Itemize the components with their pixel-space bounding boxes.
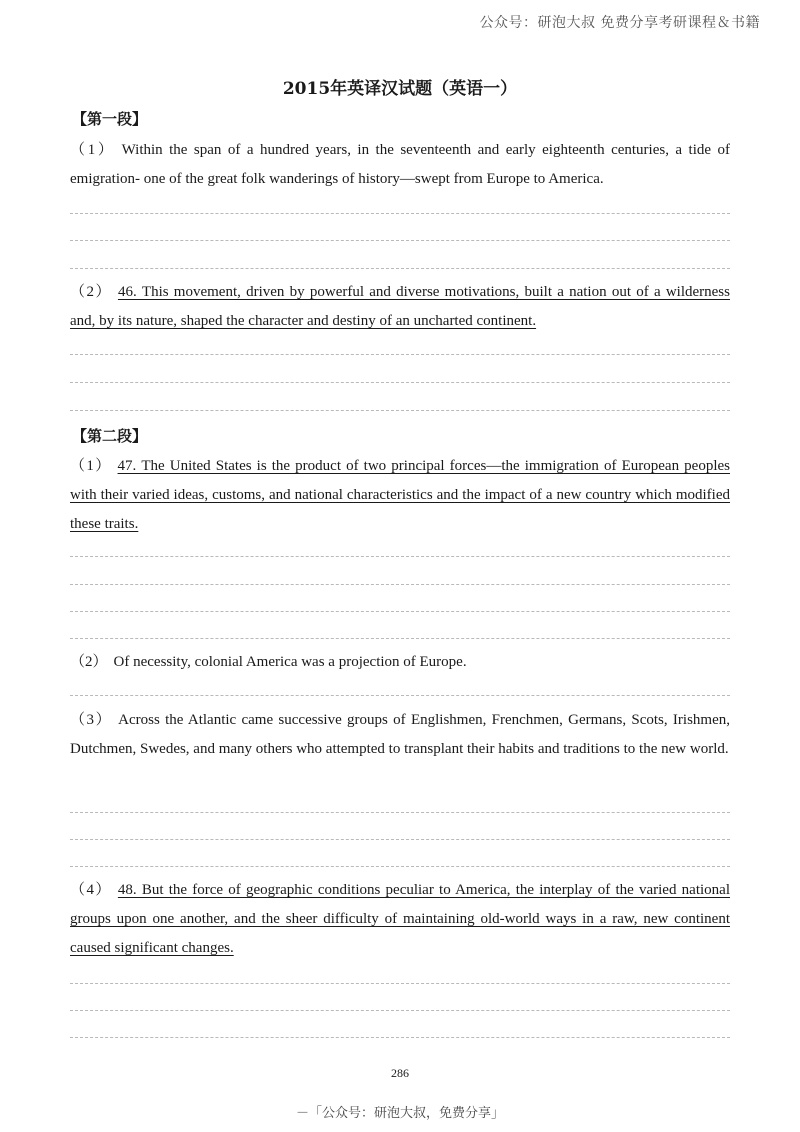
- watermark-top: 公众号：研泡大叔 免费分享考研课程＆书籍: [479, 15, 760, 31]
- answer-line: [70, 812, 730, 813]
- paragraph-text: Within the span of a hundred years, in the seventeenth and early eighteenth centuries, a tide of emigration- one of the great folk wanderings of history—swept from Europe to America.: [70, 142, 730, 187]
- answer-line: [70, 382, 730, 383]
- answer-line: [70, 410, 730, 411]
- answer-line: [70, 1010, 730, 1011]
- paragraph-number: （4）: [70, 882, 112, 898]
- answer-line: [70, 213, 730, 214]
- answer-line: [70, 866, 730, 867]
- translation-question-48: 48. But the force of geographic conditions peculiar to America, the interplay of the varied national groups upon one another, and the sheer difficulty of maintaining old-world ways in a raw, new continent caused significant changes.: [70, 882, 730, 956]
- paragraph-number: （1）: [70, 458, 112, 474]
- answer-line: [70, 638, 730, 639]
- answer-line: [70, 839, 730, 840]
- answer-line: [70, 611, 730, 612]
- answer-line: [70, 983, 730, 984]
- paragraph-number: （1）: [70, 142, 116, 158]
- watermark-bottom: －「公众号：研泡大叔，免费分享」: [295, 1106, 504, 1121]
- paragraph-2-1: [70, 452, 730, 539]
- paragraph-1-2: [70, 278, 730, 336]
- answer-line: [70, 695, 730, 696]
- paragraph-2-4: [70, 876, 730, 963]
- page-title: 2015年英译汉试题（英语一）: [282, 79, 518, 99]
- section-heading-1: 【第一段】: [72, 110, 148, 128]
- paragraph-2-3: [70, 706, 730, 764]
- answer-line: [70, 240, 730, 241]
- paragraph-1-1: [70, 136, 730, 194]
- page-number: 286: [391, 1066, 409, 1080]
- paragraph-text: Across the Atlantic came successive groups of Englishmen, Frenchmen, Germans, Scots, Irishmen, Dutchmen, Swedes, and many others who attempted to transplant their habits and traditions to the new world.: [70, 712, 730, 757]
- answer-line: [70, 268, 730, 269]
- translation-question-46: 46. This movement, driven by powerful and diverse motivations, built a nation out of a wilderness and, by its nature, shaped the character and destiny of an uncharted continent.: [70, 284, 730, 329]
- paragraph-text: Of necessity, colonial America was a projection of Europe.: [113, 654, 467, 670]
- paragraph-number: （2）: [70, 654, 108, 670]
- answer-line: [70, 584, 730, 585]
- translation-question-47: 47. The United States is the product of two principal forces—the immigration of European peoples with their varied ideas, customs, and national characteristics and the impact of a new country which modified these traits.: [70, 458, 730, 532]
- section-heading-2: 【第二段】: [72, 427, 148, 445]
- answer-line: [70, 1037, 730, 1038]
- answer-line: [70, 556, 730, 557]
- answer-line: [70, 354, 730, 355]
- paragraph-2-2: [70, 648, 730, 677]
- paragraph-number: （3）: [70, 712, 113, 728]
- paragraph-number: （2）: [70, 284, 112, 300]
